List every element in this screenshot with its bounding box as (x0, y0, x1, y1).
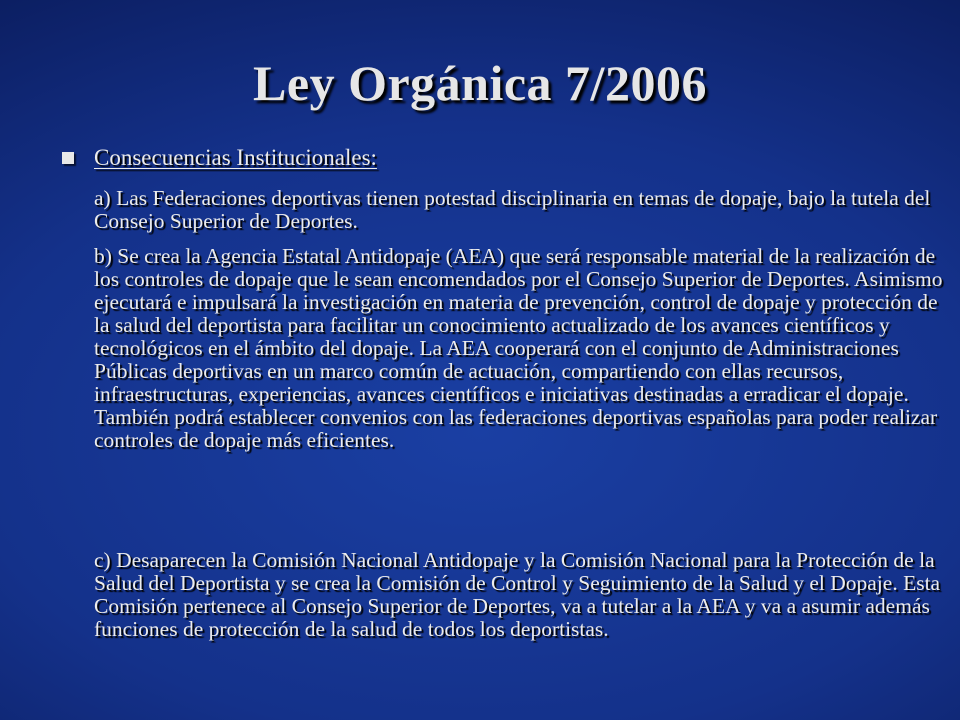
paragraph-c: c) Desaparecen la Comisión Nacional Antidopaje y la Comisión Nacional para la Protección de la Salud del Deportista y se crea la Comisión de Control y Seguimiento de la Salud y el Dopaje. Esta Comisión pertenece al Consejo Superior de Deportes, va a tutelar a la AEA y va a asumir además funciones de protección de la salud de todos los deportistas. (94, 548, 941, 641)
bullet-item (62, 145, 377, 171)
paragraph-b: b) Se crea la Agencia Estatal Antidopaje (AEA) que será responsable material de la realización de los controles de dopaje que le sean encomendados por el Consejo Superior de Deportes. Asimismo ejecutará e impulsará la investigación en materia de prevención, control de dopaje y protección de la salud del deportista para facilitar un conocimiento actualizado de los avances científicos y tecnológicos en el ámbito del dopaje. La AEA cooperará con el conjunto de Administraciones Públicas deportivas en un marco común de actuación, compartiendo con ellas recursos, infraestructuras, experiencias, avances científicos e iniciativas destinadas a erradicar el dopaje. También podrá establecer convenios con las federaciones deportivas españolas para poder realizar controles de dopaje más eficientes. (94, 244, 943, 452)
paragraph-a: a) Las Federaciones deportivas tienen potestad disciplinaria en temas de dopaje, bajo la tutela del Consejo Superior de Deportes. (94, 186, 931, 233)
bullet-heading: Consecuencias Institucionales: (94, 145, 377, 170)
square-bullet-icon (62, 152, 74, 164)
slide-title: Ley Orgánica 7/2006 (253, 55, 707, 111)
